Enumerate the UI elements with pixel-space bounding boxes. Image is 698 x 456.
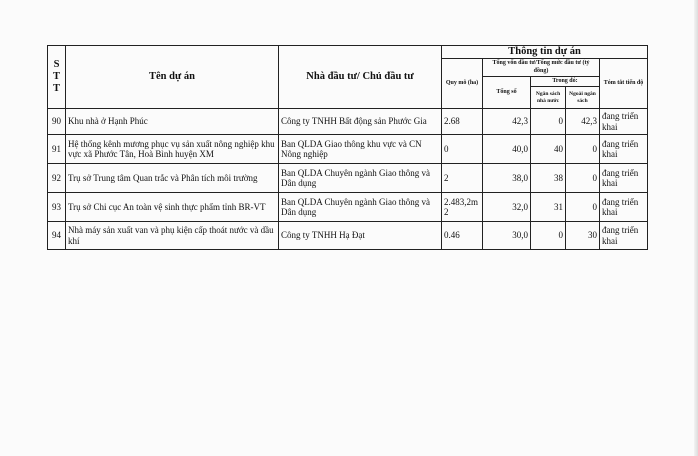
header-project-info: Thông tin dự án <box>442 46 648 59</box>
table-row <box>48 164 648 193</box>
table-row <box>48 109 648 135</box>
row-non-budget: 0 <box>566 193 600 222</box>
row-progress: đang triển khai <box>600 135 648 164</box>
row-scale: 2.483,2m2 <box>442 193 483 222</box>
row-total: 32,0 <box>483 193 531 222</box>
row-project-name: Trụ sở Trung tâm Quan trắc và Phân tích môi trường <box>66 164 279 193</box>
header-investor: Nhà đầu tư/ Chủ đầu tư <box>279 46 442 109</box>
header-project-name: Tên dự án <box>66 46 279 109</box>
row-progress: đang triển khai <box>600 193 648 222</box>
row-project-name: Hệ thống kênh mương phục vụ sản xuất nông nghiệp khu vực xã Phước Tân, Hoà Bình huyện XM <box>66 135 279 164</box>
header-stt: STT <box>48 46 66 109</box>
row-scale: 2 <box>442 164 483 193</box>
row-stt: 93 <box>48 193 66 222</box>
row-investor: Công ty TNHH Bất động sản Phước Gia <box>279 109 442 135</box>
row-state-budget: 31 <box>531 193 566 222</box>
row-total: 30,0 <box>483 222 531 250</box>
row-progress: đang triển khai <box>600 109 648 135</box>
row-project-name: Nhà máy sản xuất van và phụ kiện cấp thoát nước và dầu khí <box>66 222 279 250</box>
row-stt: 92 <box>48 164 66 193</box>
row-stt: 94 <box>48 222 66 250</box>
row-state-budget: 0 <box>531 109 566 135</box>
header-of-which: Trong đó: <box>531 77 600 87</box>
header-progress: Tóm tắt tiến độ <box>600 59 648 109</box>
row-investor: Ban QLDA Chuyên ngành Giao thông và Dân dụng <box>279 193 442 222</box>
row-stt: 90 <box>48 109 66 135</box>
row-non-budget: 42,3 <box>566 109 600 135</box>
row-scale: 2.68 <box>442 109 483 135</box>
header-state-budget: Ngân sách nhà nước <box>531 87 566 109</box>
row-progress: đang triển khai <box>600 222 648 250</box>
header-scale: Quy mô (ha) <box>442 59 483 109</box>
row-state-budget: 40 <box>531 135 566 164</box>
row-progress: đang triển khai <box>600 164 648 193</box>
row-non-budget: 0 <box>566 164 600 193</box>
row-investor: Ban QLDA Chuyên ngành Giao thông và Dân dụng <box>279 164 442 193</box>
header-total-capital: Tổng vốn đầu tư/Tổng mức đầu tư (tỷ đồng) <box>483 59 600 77</box>
row-investor: Công ty TNHH Hạ Đạt <box>279 222 442 250</box>
row-state-budget: 0 <box>531 222 566 250</box>
header-non-budget: Ngoài ngân sách <box>566 87 600 109</box>
row-non-budget: 0 <box>566 135 600 164</box>
row-total: 38,0 <box>483 164 531 193</box>
row-project-name: Khu nhà ở Hạnh Phúc <box>66 109 279 135</box>
row-scale: 0.46 <box>442 222 483 250</box>
table-row <box>48 222 648 250</box>
row-investor: Ban QLDA Giao thông khu vực và CN Nông nghiệp <box>279 135 442 164</box>
row-state-budget: 38 <box>531 164 566 193</box>
row-scale: 0 <box>442 135 483 164</box>
row-total: 40,0 <box>483 135 531 164</box>
page-edge-shadow <box>694 0 698 456</box>
table-body <box>48 109 648 250</box>
row-non-budget: 30 <box>566 222 600 250</box>
row-project-name: Trụ sở Chi cục An toàn vệ sinh thực phẩm tỉnh BR-VT <box>66 193 279 222</box>
row-total: 42,3 <box>483 109 531 135</box>
header-total: Tổng số <box>483 77 531 109</box>
table-row <box>48 193 648 222</box>
project-table <box>47 45 648 250</box>
table-row <box>48 135 648 164</box>
row-stt: 91 <box>48 135 66 164</box>
